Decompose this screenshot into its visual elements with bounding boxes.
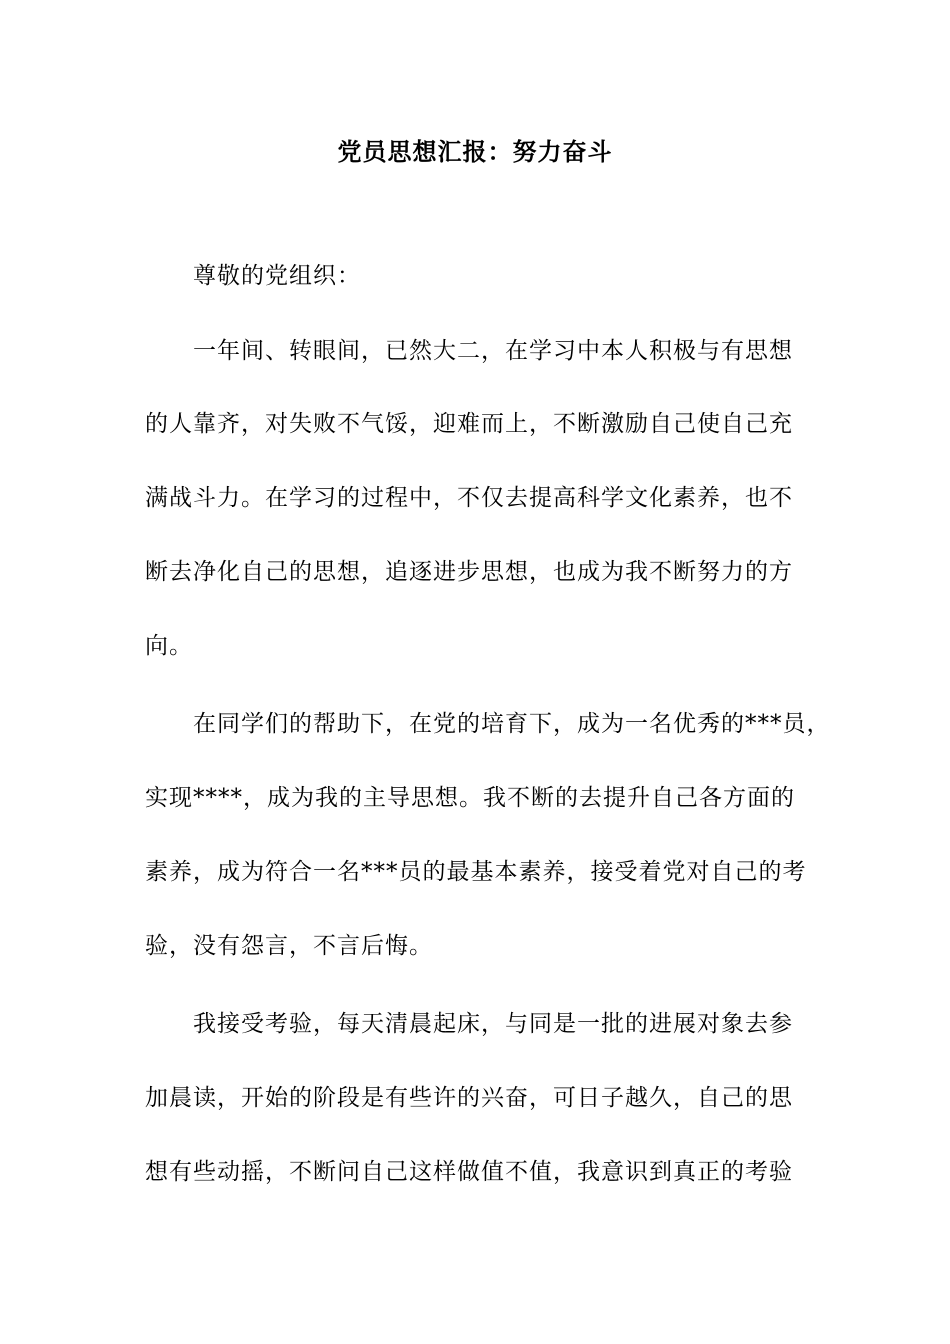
paragraph-line: 满战斗力。在学习的过程中，不仅去提高科学文化素养，也不 — [145, 485, 793, 511]
paragraph-line: 在同学们的帮助下，在党的培育下，成为一名优秀的***员， — [193, 711, 831, 737]
paragraph-line: 加晨读，开始的阶段是有些许的兴奋，可日子越久，自己的思 — [145, 1085, 793, 1111]
document-title: 党员思想汇报：努力奋斗 — [337, 137, 613, 166]
paragraph-line: 想有些动摇，不断问自己这样做值不值，我意识到真正的考验 — [145, 1159, 793, 1185]
paragraph-line: 素养，成为符合一名***员的最基本素养，接受着党对自己的考 — [145, 859, 807, 885]
paragraph-line: 的人靠齐，对失败不气馁，迎难而上，不断激励自己使自己充 — [145, 411, 793, 437]
paragraph-line: 一年间、转眼间，已然大二，在学习中本人积极与有思想 — [193, 338, 793, 364]
salutation: 尊敬的党组织： — [193, 263, 361, 289]
paragraph-line: 验，没有怨言，不言后悔。 — [145, 933, 433, 959]
paragraph-line: 断去净化自己的思想，追逐进步思想，也成为我不断努力的方 — [145, 559, 793, 585]
paragraph-line: 实现****，成为我的主导思想。我不断的去提升自己各方面的 — [145, 785, 795, 811]
paragraph-line: 我接受考验，每天清晨起床，与同是一批的进展对象去参 — [193, 1011, 793, 1037]
paragraph-line: 向。 — [145, 633, 193, 659]
